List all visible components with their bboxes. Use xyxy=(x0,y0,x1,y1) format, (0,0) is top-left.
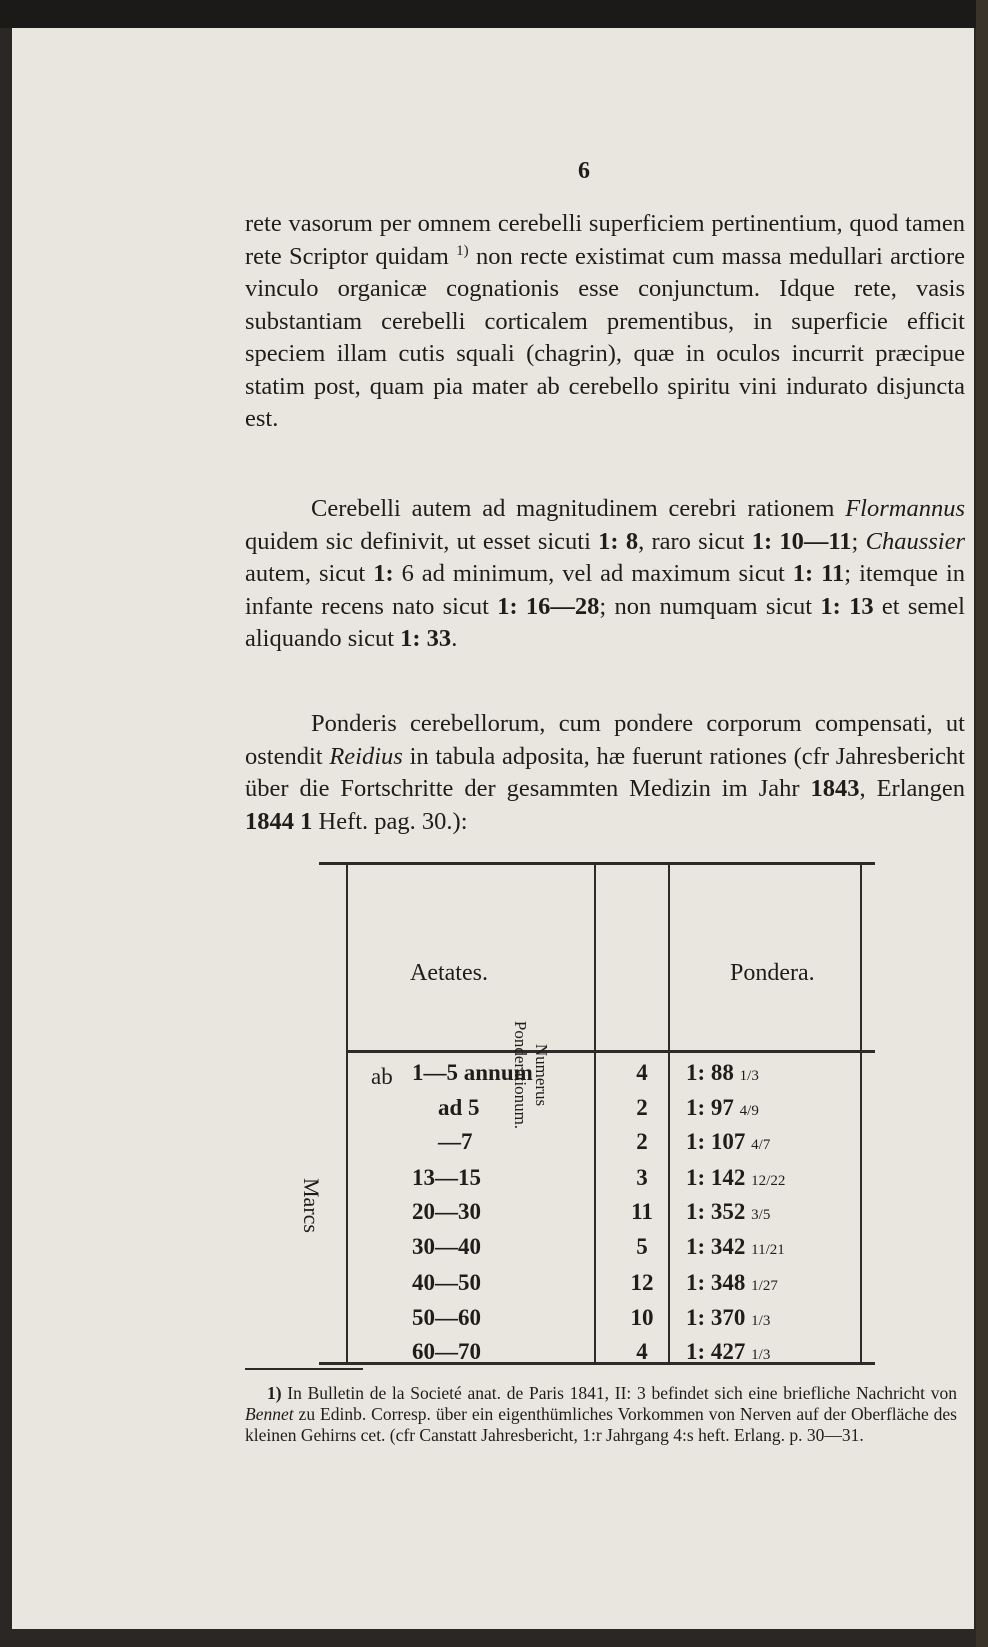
header-numerus: Numerus Ponderationum. xyxy=(511,1020,551,1130)
author-chaussier: Chaussier xyxy=(865,527,965,555)
age-cell: 50—60 xyxy=(412,1305,481,1330)
weight-ratio: 1: 88 xyxy=(686,1060,734,1085)
weight-cell xyxy=(686,1303,770,1336)
weight-ratio: 1: 142 xyxy=(686,1165,746,1190)
paragraph-1 xyxy=(245,208,965,436)
table-vline-left xyxy=(346,864,348,1362)
p2-text: autem, sicut xyxy=(245,560,374,587)
weight-ratio: 1: 352 xyxy=(686,1199,746,1224)
p2-text: , raro sicut xyxy=(638,527,752,555)
weight-cell xyxy=(686,1268,778,1301)
p3-text: in tabula adposita, hæ fuerunt rationes (cfr Jahresbericht über die Fortschritte der gesammten Medizin im Jahr xyxy=(245,742,965,802)
author-bennet: Bennet xyxy=(245,1404,294,1424)
table-rule-bottom xyxy=(319,1362,875,1365)
weight-fraction: 1/3 xyxy=(751,1313,771,1329)
weight-fraction: 3/5 xyxy=(751,1207,771,1223)
ratio: 1: 10—11 xyxy=(751,527,852,555)
weight-fraction: 4/7 xyxy=(751,1137,771,1153)
weight-fraction: 1/3 xyxy=(751,1347,771,1363)
ratio: 1: 13 xyxy=(820,592,874,620)
ratio: 1: 16—28 xyxy=(497,592,600,620)
scan-border-right xyxy=(976,0,988,1647)
year: 1844 xyxy=(245,807,294,835)
table-rule-top xyxy=(319,862,875,865)
count-cell: 4 xyxy=(636,1339,648,1364)
p2-text: 6 ad minimum, vel ad maximum sicut xyxy=(393,560,793,587)
age-cell: ad 5 xyxy=(438,1095,480,1120)
p3-text: , Erlangen xyxy=(859,775,966,802)
footnote-text: In Bulletin de la Societé anat. de Paris 1841, II: 3 befindet sich eine briefliche Nachricht von xyxy=(281,1383,957,1403)
weight-cell xyxy=(686,1197,770,1230)
year: 1843 xyxy=(810,775,860,802)
footnote-text: zu Edinb. Corresp. über ein eigenthümliches Vorkommen von Nerven auf der Oberfläche des kleinen Gehirns cet. (cfr Canstatt Jahresbericht, 1:r Jahrgang 4:s heft. Erlang. p. 30—31. xyxy=(245,1404,957,1445)
age-prefix-ab: ab xyxy=(371,1064,393,1089)
weight-fraction: 1/27 xyxy=(751,1278,778,1294)
weight-fraction: 11/21 xyxy=(751,1242,785,1258)
p1-text-b: non recte existimat cum massa medullari arctiore vinculo organicæ cognationis esse conjunctum. Idque rete, vasis substantiam cerebelli corticalem prementibus, in superficie efficit speciem illam cutis squali (chagrin), quæ in oculos incurrit præcipue statim post, quam pia mater ab cerebello spiritu vini indurato disjuncta est. xyxy=(245,242,965,432)
footnote xyxy=(245,1383,957,1446)
ratio: 1: 8 xyxy=(598,527,639,555)
age-cell: 20—30 xyxy=(412,1199,481,1224)
count-cell: 3 xyxy=(636,1165,648,1190)
header-aetates: Aetates. xyxy=(410,960,488,986)
ratio: 1: xyxy=(373,560,394,587)
author-reidius: Reidius xyxy=(329,742,403,770)
weight-fraction: 1/3 xyxy=(739,1068,759,1084)
weight-cell xyxy=(686,1127,770,1160)
weight-cell xyxy=(686,1093,759,1126)
count-cell: 2 xyxy=(636,1095,648,1120)
paragraph-2 xyxy=(245,493,965,656)
weight-ratio: 1: 97 xyxy=(686,1095,734,1120)
p2-text: Cerebelli autem ad magnitudinem cerebri rationem xyxy=(311,495,846,522)
age-cell: 1—5 annum xyxy=(412,1060,533,1085)
weight-cell xyxy=(686,1163,785,1196)
count-cell: 12 xyxy=(630,1270,654,1295)
heft-number: 1 xyxy=(300,807,313,835)
count-cell: 2 xyxy=(636,1129,648,1154)
count-cell: 5 xyxy=(636,1234,648,1259)
footnote-rule xyxy=(245,1368,363,1370)
weight-fraction: 4/9 xyxy=(739,1103,759,1119)
age-cell: 60—70 xyxy=(412,1339,481,1364)
age-cell: 30—40 xyxy=(412,1234,481,1259)
footnote-ref: 1) xyxy=(456,242,469,259)
weight-ratio: 1: 342 xyxy=(686,1234,746,1259)
count-cell: 10 xyxy=(630,1305,654,1330)
age-cell: 40—50 xyxy=(412,1270,481,1295)
author-flormannus: Flormannus xyxy=(845,495,965,522)
p2-text: et semel aliquando sicut xyxy=(245,592,965,652)
footnote-number: 1) xyxy=(267,1383,282,1403)
p2-text: ; xyxy=(851,527,866,555)
weight-ratio: 1: 427 xyxy=(686,1339,746,1364)
weight-cell xyxy=(686,1232,785,1265)
count-cell: 4 xyxy=(636,1060,648,1085)
weight-ratio: 1: 107 xyxy=(686,1129,746,1154)
weight-ratio: 1: 348 xyxy=(686,1270,746,1295)
table-vline-right xyxy=(860,864,862,1362)
scan-border-top xyxy=(0,0,988,28)
p3-text: Heft. pag. 30.): xyxy=(312,807,468,835)
age-cell: 13—15 xyxy=(412,1165,481,1190)
ratio: 1: 33 xyxy=(400,625,452,652)
weight-cell xyxy=(686,1058,759,1091)
ratio: 1: 11 xyxy=(792,560,845,587)
table-vline-age xyxy=(594,864,596,1362)
p2-text: . xyxy=(451,625,458,652)
weight-cell xyxy=(686,1337,770,1370)
weight-fraction: 12/22 xyxy=(751,1173,786,1189)
table-rule-header xyxy=(347,1050,875,1053)
p2-text: quidem sic definivit, ut esset sicuti xyxy=(245,527,599,555)
p1-text-a: rete vasorum per omnem cerebelli superficiem pertinentium, quod tamen rete Scriptor quidam xyxy=(245,210,965,270)
page-number: 6 xyxy=(578,158,590,184)
book-page xyxy=(12,28,974,1629)
p2-text: ; non numquam sicut xyxy=(599,592,821,620)
age-cell: —7 xyxy=(438,1129,473,1154)
header-pondera: Pondera. xyxy=(730,960,815,986)
weight-ratio: 1: 370 xyxy=(686,1305,746,1330)
group-label-marcs: Marcs xyxy=(299,1178,324,1233)
p3-text: Ponderis cerebellorum, cum pondere corporum compensati, ut ostendit xyxy=(245,710,965,770)
p2-text: ; itemque in infante recens nato sicut xyxy=(245,560,966,620)
count-cell: 11 xyxy=(631,1199,653,1224)
paragraph-3 xyxy=(245,708,965,838)
